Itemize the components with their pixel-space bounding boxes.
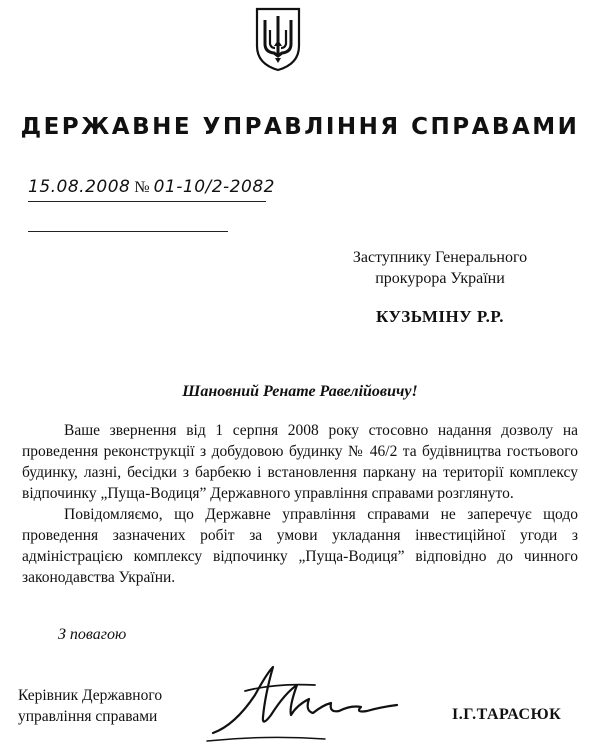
- body-paragraph-2: Повідомляємо, що Державне управління справами не заперечує щодо проведення зазначених робіт за умови укладання інвестиційної угоди з адміністрацією комплексу відпочинку „Пуща-Водиця” відповідно до чинного законодавства України.: [22, 506, 578, 586]
- salutation: Шановний Ренате Равелійовичу!: [182, 383, 418, 400]
- organization-title: ДЕРЖАВНЕ УПРАВЛІННЯ СПРАВАМИ: [20, 114, 580, 140]
- reference-line: [28, 177, 275, 197]
- addressee-block: [330, 247, 550, 327]
- addressee-name: КУЗЬМІНУ Р.Р.: [376, 307, 504, 326]
- reference-number: 01-10/2-2082: [153, 177, 275, 197]
- trident-emblem-icon: [254, 6, 302, 72]
- signer-name: І.Г.ТАРАСЮК: [452, 706, 562, 723]
- position-line-2: управління справами: [18, 708, 158, 725]
- handwritten-signature-icon: [205, 655, 405, 745]
- number-sign: №: [134, 179, 150, 196]
- reference-date: 15.08.2008: [28, 177, 131, 197]
- reference-underline: [28, 201, 266, 202]
- addressee-title-line1: Заступнику Генерального: [352, 249, 528, 266]
- signer-position: [18, 685, 162, 727]
- letter-body: [22, 420, 578, 588]
- blank-reply-line: [28, 231, 228, 232]
- position-line-1: Керівник Державного: [18, 687, 163, 704]
- body-paragraph-1: Ваше звернення від 1 серпня 2008 року стосовно надання дозволу на проведення реконструкції з добудовою будинку № 46/2 та будівництва гостьового будинку, лазні, бесідки з барбекю і встановлення паркану на території комплексу відпочинку „Пуща-Водиця” Державного управління справами розглянуто.: [22, 422, 578, 502]
- addressee-title-line2: прокурора України: [375, 270, 505, 287]
- closing-regards: З повагою: [58, 626, 127, 643]
